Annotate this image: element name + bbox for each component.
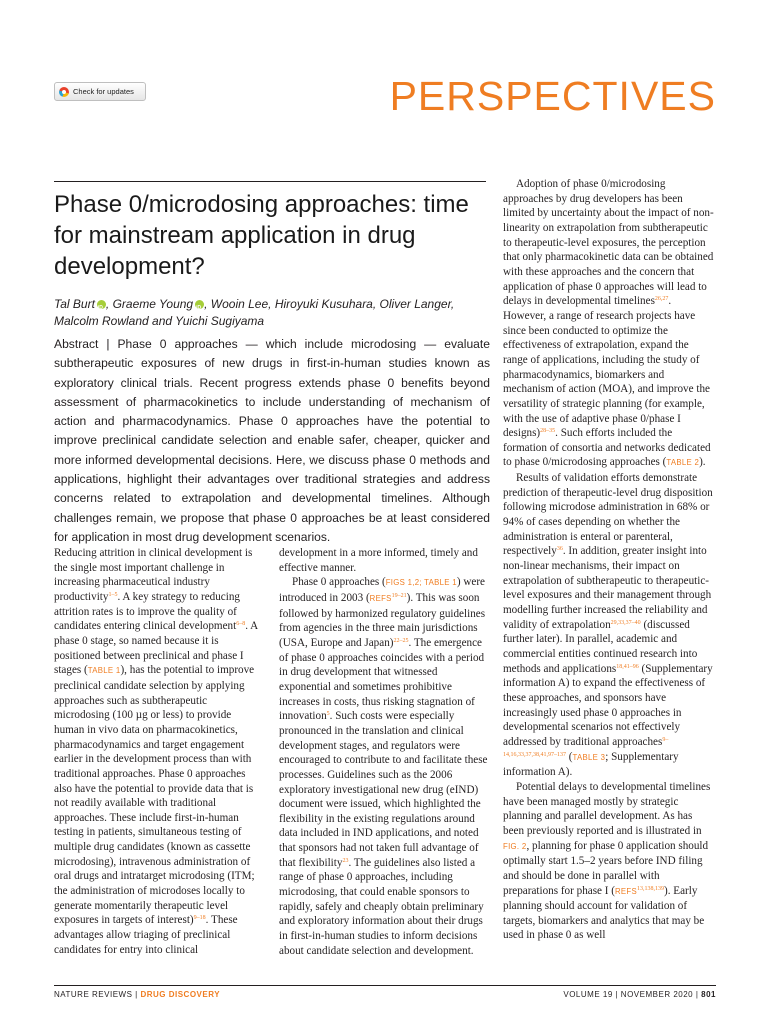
article-title: Phase 0/microdosing approaches: time for mainstream application in drug development?	[54, 191, 469, 280]
table-link[interactable]: TABLE 2	[666, 458, 700, 468]
author-list: Tal BurtiD , Graeme YoungiD , Wooin Lee, Hiroyuki Kusuhara, Oliver Langer, Malcolm Rowland and Yuichi Sugiyama	[54, 296, 494, 330]
orcid-icon[interactable]	[97, 300, 106, 309]
citation-link[interactable]: 19–21	[391, 592, 407, 599]
author-name[interactable]: Graeme Young	[112, 297, 194, 311]
citation-link[interactable]: 5	[326, 711, 330, 718]
check-for-updates-label: Check for updates	[73, 87, 134, 96]
citation-link[interactable]: 23	[342, 857, 349, 864]
citation-link[interactable]: 9–14,16,33,37,38,41,97–137	[503, 736, 669, 758]
orcid-icon[interactable]	[195, 300, 204, 309]
citation-link[interactable]: 9–18	[193, 915, 206, 922]
paragraph: Adoption of phase 0/microdosing approaches by drug developers has been limited by uncertainty about the impact of non-linearity on extrapolation from subtherapeutic to therapeutic-level exposures, the perception that only pharmacokinetic data can be obtained with these approaches and the concern that application of phase 0 approaches will lead to delays in developmental timelines$^{26,27}$. However, a range of research projects have since been conducted to optimize the effectiveness of extrapolation, expand the range of applications, including the study of pharmacodynamics, biomarkers and mechanism of action (MOA), and improve the versatility of strategic planning (for example, with the use of adaptive phase 0/phase I designs)$^{28-35}$. Such efforts included the formation of consortia and networks dedicated to phase 0/microdosing approaches (TABLE 2).	[503, 178, 714, 469]
body-column-3	[503, 177, 715, 943]
check-for-updates-button[interactable]	[54, 82, 146, 101]
figure-link[interactable]: FIGS 1,2; TABLE 1	[385, 578, 457, 588]
author-name[interactable]: Tal Burt	[54, 297, 95, 311]
table-link[interactable]: TABLE 3	[572, 752, 606, 762]
other-authors: , Wooin Lee, Hiroyuki Kusuhara, Oliver Langer, Malcolm Rowland and Yuichi Sugiyama	[54, 297, 455, 328]
citation-link[interactable]: 6–8	[236, 621, 246, 628]
figure-link[interactable]: FIG. 2	[503, 841, 527, 851]
issue-info: VOLUME 19 | NOVEMBER 2020 | 801	[563, 990, 716, 999]
footer-divider	[54, 985, 716, 986]
citation-link[interactable]: 13,138,139	[636, 885, 664, 892]
title-divider	[54, 181, 486, 182]
citation-link[interactable]: 29,33,37–40	[610, 619, 641, 626]
abstract: Abstract | Phase 0 approaches — which include microdosing — evaluate subtherapeutic exposures of new drugs in first-in-human studies known as exploratory clinical trials. Recent progress extends phase 0 benefits beyond assessment of pharmacokinetics to include understanding of mechanism of action and pharmacodynamics. Phase 0 approaches have the potential to improve preclinical candidate selection and enable safer, cheaper, quicker and more informed developmental decisions. Here, we discuss phase 0 methods and applications, highlight their advantages over traditional strategies and address concerns related to extrapolation and developmental timelines. Although challenges remain, we propose that phase 0 approaches be at least considered for application in most drug development scenarios.	[54, 337, 490, 544]
paragraph: Potential delays to developmental timelines have been managed mostly by strategic planning and parallel development. As has been previously reported and is illustrated in FIG. 2, planning for phase 0 application should optimally start 1.5–2 years before IND filing and should be done in parallel with preparations for phase I (REFS$^{13,138,139}$). Early planning should account for validation of targets, biomarkers and analytics that may be used in phase 0 as well	[503, 780, 711, 942]
citation-link[interactable]: 18,41–96	[616, 663, 639, 670]
body-column-1	[54, 546, 262, 957]
journal-name: NATURE REVIEWS | DRUG DISCOVERY	[54, 990, 221, 999]
crossmark-icon	[59, 87, 69, 97]
refs-link[interactable]: REFS	[614, 886, 637, 896]
table-link[interactable]: TABLE 1	[87, 666, 121, 676]
citation-link[interactable]: 22–25	[393, 637, 409, 644]
body-column-2	[279, 546, 491, 958]
citation-link[interactable]: 28–35	[540, 428, 556, 435]
citation-link[interactable]: 36	[556, 546, 563, 553]
paragraph: Results of validation efforts demonstrate prediction of therapeutic-level drug disposition following microdose administration in 68% or 94% of cases depending on whether the administration is enteral or parenteral, respectively$^{36}$. In addition, greater insight into non-linear mechanisms, their impact on extrapolation of subtherapeutic to therapeutic-level exposures and their management through modelling further increased the reliability and validity of extrapolation$^{29,33,37-40}$ (discussed further later). In parallel, academic and commercial entities continued research into methods and applications$^{18,41-96}$ (Supplementary information A) to expand the effectiveness of these approaches, and sponsors have increasingly used phase 0 approaches in developmental scenarios not effectively addressed by traditional approaches$^{9-14,16,33,37,38,41,97-137}$ (TABLE 3; Supplementary information A).	[503, 472, 713, 779]
citation-link[interactable]: 26,27	[654, 296, 669, 303]
page-number: 801	[701, 990, 716, 999]
refs-link[interactable]: REFS	[369, 593, 392, 603]
paragraph: Reducing attrition in clinical development is the single most important challenge in increasing pharmaceutical industry productivity$^{1-5}$. A key strategy to reducing attrition rates is to improve the quality of candidates entering clinical development$^{6-8}$. A phase 0 stage, so named because it is positioned between preclinical and phase I stages (TABLE 1), has the potential to improve preclinical candidate selection by applying approaches such as subtherapeutic microdosing (100 µg or less) to provide human in vivo data on pharmacokinetics, pharmacodynamics and target engagement earlier in the development process than with traditional approaches. Phase 0 approaches also have the potential to provide data that is not readily available with traditional approaches. These include first-in-human testing in patients, simultaneous testing of multiple drug candidates (known as cassette microdosing), intravenous administration of oral drugs and intratarget microdosing (ITM; the administration of microdoses locally to generate momentarily therapeutic level exposures in targets of interest)$^{9-18}$. These advantages allow triaging of preclinical candidates for entry into clinical	[54, 547, 258, 956]
paragraph: development in a more informed, timely and effective manner.	[279, 547, 478, 574]
citation-link[interactable]: 1–5	[108, 591, 118, 598]
paragraph: Phase 0 approaches (FIGS 1,2; TABLE 1) were introduced in 2003 (REFS$^{19-21}$). This was soon followed by harmonized regulatory guidelines from agencies in the three main jurisdictions (USA, Europe and Japan)$^{22-25}$. The emergence of phase 0 approaches coincides with a period in drug development that witnessed exponential and sometimes prohibitive increases in costs, thus risking stagnation of innovation$^5$. Such costs were especially pronounced in the translation and clinical development stages, and regulators were encouraged to contribute to and facilitate these processes. Guidelines such as the 2006 exploratory investigational new drug (eIND) document were issued, which highlighted the flexibility in the existing regulations around data included in IND applications, and noted that sponsors had not taken full advantage of that flexibility$^{23}$. The guidelines also listed a range of phase 0 approaches, including microdosing, that could enable sponsors to rapidly, safely and cheaply obtain preliminary and exploratory information about their drugs in first-in-human studies to inform decisions about candidate selection and development.	[279, 576, 488, 957]
section-label: PERSPECTIVES	[389, 73, 716, 119]
